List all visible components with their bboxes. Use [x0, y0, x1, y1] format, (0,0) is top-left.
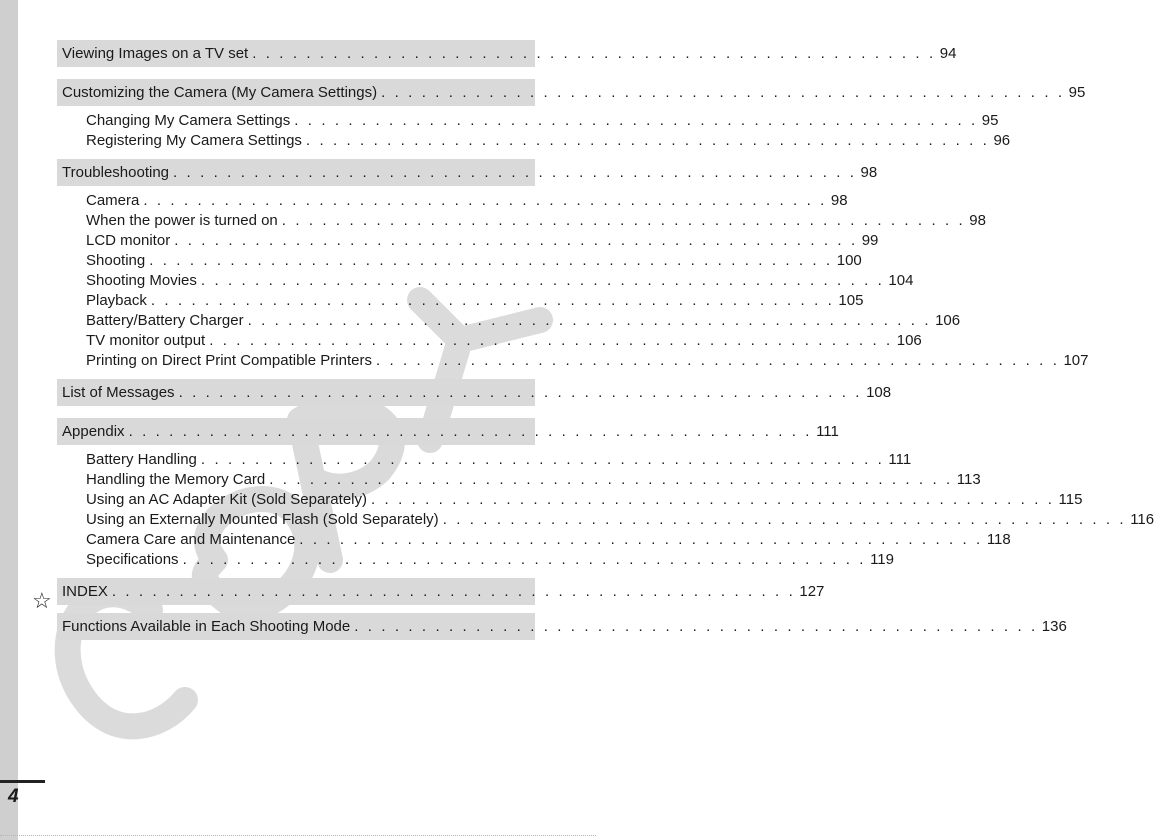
- toc-page-number: 94: [939, 45, 957, 62]
- toc-entry[interactable]: [57, 470, 981, 490]
- table-of-contents: [57, 37, 1154, 640]
- side-strip: [0, 0, 18, 840]
- toc-page-number: 106: [935, 312, 961, 329]
- toc-entry[interactable]: [57, 111, 999, 131]
- toc-page-number: 95: [981, 112, 999, 129]
- toc-section-index[interactable]: [57, 578, 825, 605]
- page-footer-rule: [0, 780, 45, 783]
- toc-page-number: 115: [1058, 491, 1083, 508]
- toc-label: Viewing Images on a TV set: [62, 45, 249, 62]
- toc-label: Handling the Memory Card: [86, 471, 266, 488]
- toc-page-number: 113: [956, 471, 981, 488]
- toc-page-number: 96: [993, 132, 1011, 149]
- toc-label: Appendix: [62, 423, 125, 440]
- dot-leader: . . . . . . . . . . . . . . . . . . . . . . . . . . . . . . . . . . . . . . . . . . . . . . . . . . .: [174, 232, 858, 249]
- toc-label: Shooting Movies: [86, 272, 197, 289]
- toc-page-number: 111: [888, 451, 912, 468]
- toc-label: When the power is turned on: [86, 212, 278, 229]
- toc-entry[interactable]: [57, 351, 1089, 371]
- dot-leader: . . . . . . . . . . . . . . . . . . . . . . . . . . . . . . . . . . . . . . . . . . . . . . . . . . .: [305, 132, 990, 149]
- dot-leader: . . . . . . . . . . . . . . . . . . . . . . . . . . . . . . . . . . . . . . . . . . . . . . . . . . .: [173, 164, 857, 181]
- dot-leader: . . . . . . . . . . . . . . . . . . . . . . . . . . . . . . . . . . . . . . . . . . . . . . . . . . .: [442, 511, 1127, 528]
- dot-leader: . . . . . . . . . . . . . . . . . . . . . . . . . . . . . . . . . . . . . . . . . . . . . . . . . . .: [200, 451, 885, 468]
- dot-leader: . . . . . . . . . . . . . . . . . . . . . . . . . . . . . . . . . . . . . . . . . . . . . . . . . . .: [354, 618, 1038, 635]
- dot-leader: . . . . . . . . . . . . . . . . . . . . . . . . . . . . . . . . . . . . . . . . . . . . . . . . . . .: [281, 212, 966, 229]
- toc-entry[interactable]: [57, 510, 1154, 530]
- toc-entry[interactable]: [57, 191, 848, 211]
- toc-label: Battery Handling: [86, 451, 197, 468]
- toc-page-number: 127: [799, 583, 825, 600]
- toc-page-number: 99: [861, 232, 879, 249]
- dot-leader: . . . . . . . . . . . . . . . . . . . . . . . . . . . . . . . . . . . . . . . . . . . . . . . . . . .: [269, 471, 953, 488]
- toc-page-number: 100: [836, 252, 862, 269]
- toc-section-list-of-messages[interactable]: [57, 379, 892, 406]
- toc-page-number: 98: [830, 192, 848, 209]
- dot-leader: . . . . . . . . . . . . . . . . . . . . . . . . . . . . . . . . . . . . . . . . . . . . . . . . . . .: [209, 332, 893, 349]
- toc-label: TV monitor output: [86, 332, 206, 349]
- toc-page-number: 98: [969, 212, 986, 229]
- dot-leader: . . . . . . . . . . . . . . . . . . . . . . . . . . . . . . . . . . . . . . . . . . . . . . . . . . .: [200, 272, 885, 289]
- toc-label: Troubleshooting: [62, 164, 170, 181]
- toc-entry[interactable]: [57, 311, 961, 331]
- toc-entry[interactable]: [57, 490, 1083, 510]
- toc-entry[interactable]: [57, 231, 879, 251]
- toc-label: Functions Available in Each Shooting Mode: [62, 618, 351, 635]
- toc-label: Shooting: [86, 252, 146, 269]
- dot-leader: . . . . . . . . . . . . . . . . . . . . . . . . . . . . . . . . . . . . . . . . . . . . . . . . . . .: [299, 531, 983, 548]
- toc-page-number: 105: [838, 292, 864, 309]
- toc-page-number: 104: [888, 272, 914, 289]
- dot-leader: . . . . . . . . . . . . . . . . . . . . . . . . . . . . . . . . . . . . . . . . . . . . . . . . . . .: [371, 491, 1055, 508]
- toc-label: Specifications: [86, 551, 179, 568]
- toc-entry[interactable]: [57, 550, 894, 570]
- dot-leader: . . . . . . . . . . . . . . . . . . . . . . . . . . . . . . . . . . . . . . . . . . . . . . . . . . .: [252, 45, 936, 62]
- toc-label: Camera: [86, 192, 140, 209]
- toc-label: Changing My Camera Settings: [86, 112, 291, 129]
- dot-leader: . . . . . . . . . . . . . . . . . . . . . . . . . . . . . . . . . . . . . . . . . . . . . . . . . . .: [128, 423, 813, 440]
- dot-leader: . . . . . . . . . . . . . . . . . . . . . . . . . . . . . . . . . . . . . . . . . . . . . . . . . . .: [143, 192, 827, 209]
- dot-leader: . . . . . . . . . . . . . . . . . . . . . . . . . . . . . . . . . . . . . . . . . . . . . . . . . . .: [111, 583, 796, 600]
- dot-leader: . . . . . . . . . . . . . . . . . . . . . . . . . . . . . . . . . . . . . . . . . . . . . . . . . . .: [375, 352, 1060, 369]
- toc-page-number: 108: [866, 384, 892, 401]
- toc-section-customizing[interactable]: [57, 79, 1086, 106]
- toc-page-number: 116: [1130, 511, 1154, 528]
- dot-leader: . . . . . . . . . . . . . . . . . . . . . . . . . . . . . . . . . . . . . . . . . . . . . . . . . . .: [149, 252, 833, 269]
- toc-label: LCD monitor: [86, 232, 171, 249]
- toc-page-number: 107: [1063, 352, 1089, 369]
- toc-section-functions[interactable]: [57, 613, 1067, 640]
- toc-label: Using an Externally Mounted Flash (Sold Separately): [86, 511, 439, 528]
- toc-section-troubleshooting[interactable]: [57, 159, 878, 186]
- dot-leader: . . . . . . . . . . . . . . . . . . . . . . . . . . . . . . . . . . . . . . . . . . . . . . . . . . .: [381, 84, 1065, 101]
- toc-label: INDEX: [62, 583, 108, 600]
- toc-entry[interactable]: [57, 450, 912, 470]
- toc-page-number: 119: [870, 551, 894, 568]
- toc-page-number: 118: [986, 531, 1011, 548]
- toc-label: Playback: [86, 292, 147, 309]
- toc-entry[interactable]: [57, 131, 1011, 151]
- toc-entry[interactable]: [57, 291, 864, 311]
- toc-label: Registering My Camera Settings: [86, 132, 302, 149]
- toc-entry[interactable]: [57, 251, 862, 271]
- dot-leader: . . . . . . . . . . . . . . . . . . . . . . . . . . . . . . . . . . . . . . . . . . . . . . . . . . .: [178, 384, 863, 401]
- page-number: 4: [8, 786, 19, 807]
- bottom-dotted-edge: [0, 834, 596, 836]
- star-icon: ☆: [32, 588, 52, 613]
- toc-section-viewing-tv[interactable]: [57, 40, 957, 67]
- toc-page-number: 98: [860, 164, 878, 181]
- toc-page-number: 106: [896, 332, 922, 349]
- toc-label: Battery/Battery Charger: [86, 312, 244, 329]
- toc-entry[interactable]: [57, 271, 914, 291]
- toc-label: Camera Care and Maintenance: [86, 531, 296, 548]
- toc-label: List of Messages: [62, 384, 175, 401]
- toc-section-appendix[interactable]: [57, 418, 839, 445]
- toc-entry[interactable]: [57, 530, 1011, 550]
- toc-page-number: 95: [1068, 84, 1086, 101]
- toc-page-number: 136: [1041, 618, 1067, 635]
- toc-page-number: 111: [816, 423, 839, 440]
- dot-leader: . . . . . . . . . . . . . . . . . . . . . . . . . . . . . . . . . . . . . . . . . . . . . . . . . . .: [247, 312, 932, 329]
- dot-leader: . . . . . . . . . . . . . . . . . . . . . . . . . . . . . . . . . . . . . . . . . . . . . . . . . . .: [150, 292, 835, 309]
- dot-leader: . . . . . . . . . . . . . . . . . . . . . . . . . . . . . . . . . . . . . . . . . . . . . . . . . . .: [294, 112, 978, 129]
- dot-leader: . . . . . . . . . . . . . . . . . . . . . . . . . . . . . . . . . . . . . . . . . . . . . . . . . . .: [182, 551, 867, 568]
- toc-entry[interactable]: [57, 211, 986, 231]
- toc-label: Using an AC Adapter Kit (Sold Separately): [86, 491, 367, 508]
- toc-label: Customizing the Camera (My Camera Settings): [62, 84, 378, 101]
- toc-label: Printing on Direct Print Compatible Printers: [86, 352, 372, 369]
- toc-entry[interactable]: [57, 331, 922, 351]
